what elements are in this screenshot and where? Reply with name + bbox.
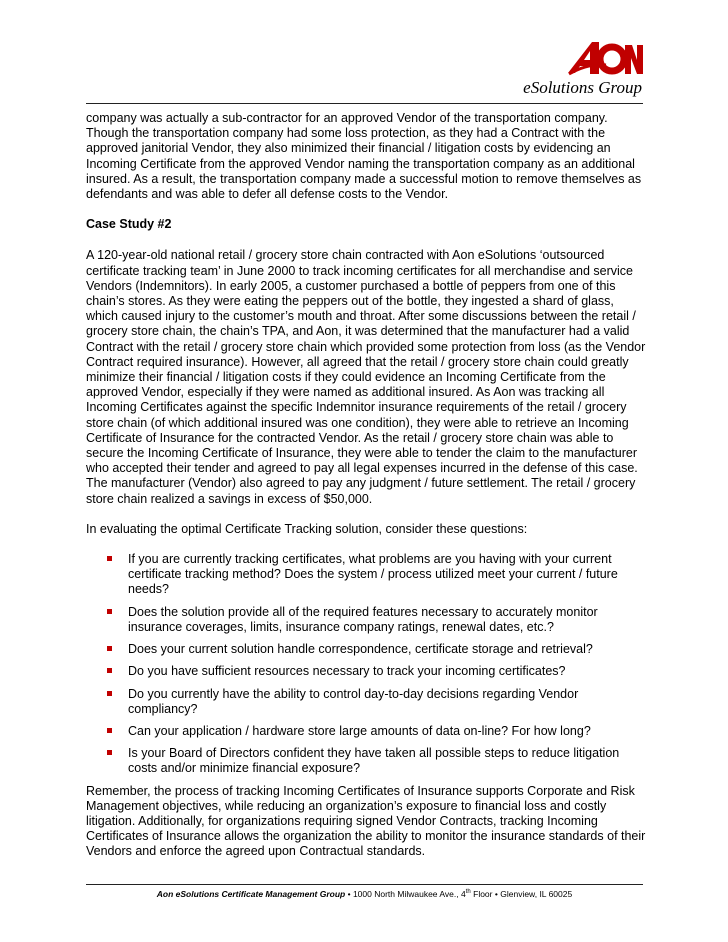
bullet-icon [107,609,112,614]
list-item: Can your application / hardware store large amounts of data on-line? For how long? [86,724,648,739]
list-item: Does your current solution handle correspondence, certificate storage and retrieval? [86,642,648,657]
evaluation-intro: In evaluating the optimal Certificate Tracking solution, consider these questions: [86,521,528,536]
footer-separator: • [347,889,351,899]
closing-paragraph: Remember, the process of tracking Incoming Certificates of Insurance supports Corporate and Risk Management objectives, while reducing an organization’s exposure to financial loss and costly litigation. Additionally, for organizations requiring signed Vendor Contracts, tracking Incoming Certificates of Insurance allows the organization the ability to monitor the insurance standards of their Vendors and enforce the agreed upon Contractual standards. [86,783,646,859]
page-footer [86,888,643,900]
list-item: Do you currently have the ability to control day-to-day decisions regarding Vendor compliancy? [86,687,648,717]
footer-city: Glenview, IL 60025 [500,889,573,899]
footer-floor-label: Floor [473,889,493,899]
bullet-icon [107,556,112,561]
list-item: Does the solution provide all of the required features necessary to accurately monitor insurance coverages, limits, insurance company ratings, renewal dates, etc.? [86,605,648,635]
question-list [86,552,648,776]
footer-separator: • [494,889,498,899]
case-study-paragraph: A 120-year-old national retail / grocery store chain contracted with Aon eSolutions ‘outsourced certificate tracking team’ in June 2000 to track incoming certificates for all merchandise and service Vendors (Indemnitors). In early 2005, a customer purchased a bottle of peppers from one of this chain’s stores. As they were eating the peppers out of the bottle, they ingested a shard of glass, which caused injury to the customer’s mouth and throat. After some discussions between the retail / grocery store chain, the chain’s TPA, and Aon, it was determined that the manufacturer had a valid Contract with the retail / grocery store chain which provided some protection from loss (as the Vendor Contract required insurance). However, all agreed that the retail / grocery store chain could greatly minimize their financial / litigation costs if they could evidence an Incoming Certificate from the approved Vendor, especially if they were named as additional insured. As Aon was tracking all Incoming Certificates against the specific Indemnitor insurance requirements of the retail / grocery store chain (of which additional insured was one condition), they were able to retrieve an Incoming Certificate of Insurance for the contracted Vendor. As the retail / grocery store chain was able to secure the Incoming Certificate of Insurance, they were able to tender the claim to the manufacturer who accepted their tender and agreed to pay all legal expenses incurred in the defense of this case. The manufacturer (Vendor) also agreed to pay any judgment / future settlement. The retail / grocery store chain realized a savings in excess of $50,000. [86,248,646,506]
list-item: If you are currently tracking certificates, what problems are you having with your current certificate tracking method? Does the system / process utilized meet your current / future needs? [86,552,648,598]
intro-paragraph: company was actually a sub-contractor for an approved Vendor of the transportation company. Though the transportation company had some loss protection, as they had a Contract with the approved janitorial Vendor, they also minimized their financial / litigation costs by evidencing an Incoming Certificate from the approved Vendor naming the transportation company as an additional insured. As a result, the transportation company made a successful motion to remove themselves as defendants and was able to defer all defense costs to the Vendor. [86,111,642,202]
list-item: Is your Board of Directors confident they have taken all possible steps to reduce litigation costs and/or minimize financial exposure? [86,746,648,776]
footer-group-name: Aon eSolutions Certificate Management Group [156,889,346,899]
aon-logo [566,40,644,77]
bullet-icon [107,728,112,733]
list-item: Do you have sufficient resources necessary to track your incoming certificates? [86,664,648,679]
footer-floor-suffix: th [465,889,471,895]
page-header [0,0,728,105]
document-body [86,111,648,875]
bullet-icon [107,646,112,651]
bullet-icon [107,668,112,673]
case-study-heading: Case Study #2 [86,217,172,232]
header-divider [86,103,643,104]
footer-divider [86,884,643,885]
bullet-icon [107,750,112,755]
brand-subtitle: eSolutions Group [523,78,642,97]
bullet-icon [107,691,112,696]
footer-street: 1000 North Milwaukee Ave., 4 [352,889,466,899]
